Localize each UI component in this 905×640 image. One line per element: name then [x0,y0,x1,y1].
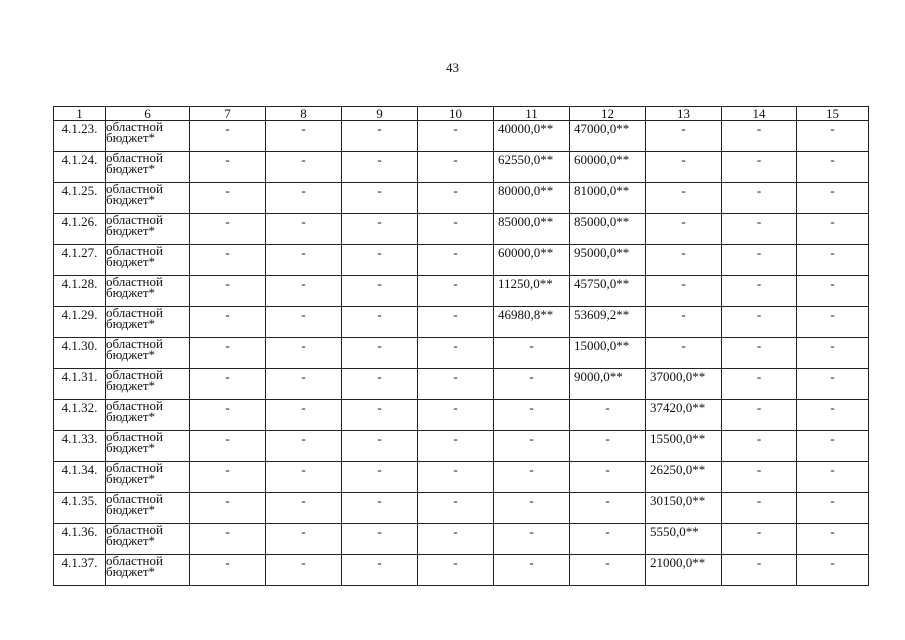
column-header: 1 [54,107,106,121]
value-cell-col-7: - [190,121,266,152]
table-row [54,431,869,462]
value-cell-col-12: 81000,0** [570,183,646,214]
value-cell-col-15: - [797,121,869,152]
value-cell-col-15: - [797,555,869,586]
table-row [54,338,869,369]
value-cell-col-12: 15000,0** [570,338,646,369]
value-cell-col-12: 9000,0** [570,369,646,400]
value-cell-col-14: - [722,214,797,245]
value-cell-col-9: - [342,524,418,555]
row-id-cell: 4.1.27. [54,245,106,276]
value-cell-col-14: - [722,245,797,276]
value-cell-col-12: 47000,0** [570,121,646,152]
value-cell-col-12: - [570,462,646,493]
value-cell-col-11: 60000,0** [494,245,570,276]
table-row [54,276,869,307]
value-cell-col-14: - [722,152,797,183]
funding-source-cell: областной бюджет* [106,152,190,183]
funding-source-cell: областной бюджет* [106,400,190,431]
value-cell-col-14: - [722,338,797,369]
value-cell-col-12: - [570,400,646,431]
funding-source-cell: областной бюджет* [106,121,190,152]
value-cell-col-8: - [266,245,342,276]
page-number: 43 [446,60,459,75]
value-cell-col-14: - [722,493,797,524]
value-cell-col-11: 40000,0** [494,121,570,152]
value-cell-col-15: - [797,245,869,276]
value-cell-col-10: - [418,338,494,369]
funding-source-cell: областной бюджет* [106,431,190,462]
value-cell-col-8: - [266,121,342,152]
value-cell-col-7: - [190,245,266,276]
value-cell-col-7: - [190,276,266,307]
column-header: 12 [570,107,646,121]
value-cell-col-14: - [722,431,797,462]
funding-source-cell: областной бюджет* [106,555,190,586]
table-row [54,555,869,586]
table-row [54,524,869,555]
column-header: 9 [342,107,418,121]
row-id-cell: 4.1.24. [54,152,106,183]
value-cell-col-15: - [797,431,869,462]
value-cell-col-12: - [570,431,646,462]
value-cell-col-11: - [494,338,570,369]
value-cell-col-12: 95000,0** [570,245,646,276]
table-row [54,369,869,400]
value-cell-col-12: - [570,493,646,524]
column-header: 14 [722,107,797,121]
value-cell-col-11: 11250,0** [494,276,570,307]
row-id-cell: 4.1.23. [54,121,106,152]
value-cell-col-7: - [190,183,266,214]
value-cell-col-14: - [722,555,797,586]
value-cell-col-13: - [646,307,722,338]
funding-source-cell: областной бюджет* [106,245,190,276]
value-cell-col-11: - [494,493,570,524]
table-row [54,493,869,524]
value-cell-col-10: - [418,307,494,338]
table-row [54,462,869,493]
value-cell-col-15: - [797,152,869,183]
table-row [54,307,869,338]
value-cell-col-11: - [494,369,570,400]
column-header: 13 [646,107,722,121]
value-cell-col-7: - [190,555,266,586]
value-cell-col-13: 21000,0** [646,555,722,586]
value-cell-col-11: - [494,400,570,431]
value-cell-col-11: 62550,0** [494,152,570,183]
value-cell-col-10: - [418,245,494,276]
row-id-cell: 4.1.37. [54,555,106,586]
value-cell-col-9: - [342,276,418,307]
value-cell-col-9: - [342,338,418,369]
value-cell-col-8: - [266,338,342,369]
value-cell-col-10: - [418,493,494,524]
value-cell-col-9: - [342,307,418,338]
value-cell-col-11: - [494,524,570,555]
row-id-cell: 4.1.32. [54,400,106,431]
budget-table [53,106,869,586]
funding-source-cell: областной бюджет* [106,369,190,400]
value-cell-col-9: - [342,214,418,245]
value-cell-col-9: - [342,183,418,214]
value-cell-col-9: - [342,555,418,586]
value-cell-col-13: 37000,0** [646,369,722,400]
value-cell-col-9: - [342,245,418,276]
funding-source-cell: областной бюджет* [106,214,190,245]
table-row [54,121,869,152]
column-header: 10 [418,107,494,121]
funding-source-cell: областной бюджет* [106,462,190,493]
value-cell-col-7: - [190,214,266,245]
value-cell-col-14: - [722,121,797,152]
value-cell-col-10: - [418,431,494,462]
value-cell-col-15: - [797,524,869,555]
value-cell-col-13: - [646,276,722,307]
value-cell-col-13: 26250,0** [646,462,722,493]
value-cell-col-12: 53609,2** [570,307,646,338]
column-header: 8 [266,107,342,121]
value-cell-col-13: 5550,0** [646,524,722,555]
row-id-cell: 4.1.33. [54,431,106,462]
value-cell-col-10: - [418,276,494,307]
value-cell-col-11: - [494,431,570,462]
value-cell-col-8: - [266,369,342,400]
table-row [54,400,869,431]
value-cell-col-8: - [266,524,342,555]
value-cell-col-12: 85000,0** [570,214,646,245]
value-cell-col-12: 45750,0** [570,276,646,307]
funding-source-cell: областной бюджет* [106,524,190,555]
funding-source-cell: областной бюджет* [106,276,190,307]
value-cell-col-10: - [418,152,494,183]
value-cell-col-13: 30150,0** [646,493,722,524]
value-cell-col-9: - [342,121,418,152]
value-cell-col-12: 60000,0** [570,152,646,183]
value-cell-col-7: - [190,369,266,400]
value-cell-col-8: - [266,183,342,214]
value-cell-col-15: - [797,338,869,369]
table-row [54,183,869,214]
value-cell-col-8: - [266,555,342,586]
value-cell-col-7: - [190,524,266,555]
value-cell-col-9: - [342,369,418,400]
funding-source-cell: областной бюджет* [106,307,190,338]
value-cell-col-8: - [266,493,342,524]
value-cell-col-10: - [418,462,494,493]
value-cell-col-15: - [797,307,869,338]
column-header: 7 [190,107,266,121]
value-cell-col-11: 46980,8** [494,307,570,338]
value-cell-col-14: - [722,276,797,307]
value-cell-col-13: - [646,214,722,245]
value-cell-col-15: - [797,214,869,245]
value-cell-col-10: - [418,214,494,245]
value-cell-col-14: - [722,524,797,555]
value-cell-col-12: - [570,555,646,586]
value-cell-col-9: - [342,462,418,493]
value-cell-col-11: - [494,555,570,586]
value-cell-col-10: - [418,524,494,555]
value-cell-col-11: - [494,462,570,493]
value-cell-col-8: - [266,462,342,493]
value-cell-col-10: - [418,369,494,400]
value-cell-col-7: - [190,338,266,369]
value-cell-col-13: - [646,152,722,183]
value-cell-col-13: - [646,245,722,276]
header-row [54,107,869,121]
value-cell-col-15: - [797,369,869,400]
value-cell-col-15: - [797,493,869,524]
value-cell-col-8: - [266,276,342,307]
value-cell-col-10: - [418,555,494,586]
row-id-cell: 4.1.30. [54,338,106,369]
value-cell-col-14: - [722,400,797,431]
column-header: 11 [494,107,570,121]
value-cell-col-14: - [722,369,797,400]
value-cell-col-14: - [722,307,797,338]
value-cell-col-10: - [418,183,494,214]
value-cell-col-8: - [266,214,342,245]
value-cell-col-7: - [190,152,266,183]
funding-source-cell: областной бюджет* [106,493,190,524]
table-row [54,214,869,245]
table-row [54,245,869,276]
value-cell-col-14: - [722,183,797,214]
value-cell-col-10: - [418,121,494,152]
value-cell-col-8: - [266,152,342,183]
value-cell-col-11: 85000,0** [494,214,570,245]
value-cell-col-7: - [190,493,266,524]
value-cell-col-8: - [266,431,342,462]
row-id-cell: 4.1.29. [54,307,106,338]
row-id-cell: 4.1.34. [54,462,106,493]
value-cell-col-15: - [797,276,869,307]
row-id-cell: 4.1.25. [54,183,106,214]
value-cell-col-8: - [266,400,342,431]
value-cell-col-15: - [797,400,869,431]
value-cell-col-15: - [797,462,869,493]
column-header: 6 [106,107,190,121]
value-cell-col-9: - [342,152,418,183]
row-id-cell: 4.1.31. [54,369,106,400]
value-cell-col-10: - [418,400,494,431]
value-cell-col-13: - [646,121,722,152]
value-cell-col-8: - [266,307,342,338]
row-id-cell: 4.1.28. [54,276,106,307]
value-cell-col-7: - [190,307,266,338]
value-cell-col-7: - [190,431,266,462]
value-cell-col-15: - [797,183,869,214]
value-cell-col-9: - [342,493,418,524]
row-id-cell: 4.1.26. [54,214,106,245]
funding-source-cell: областной бюджет* [106,183,190,214]
value-cell-col-9: - [342,400,418,431]
value-cell-col-14: - [722,462,797,493]
table-row [54,152,869,183]
value-cell-col-13: 37420,0** [646,400,722,431]
value-cell-col-13: - [646,338,722,369]
value-cell-col-12: - [570,524,646,555]
value-cell-col-13: - [646,183,722,214]
table-body [54,121,869,586]
row-id-cell: 4.1.35. [54,493,106,524]
funding-source-cell: областной бюджет* [106,338,190,369]
value-cell-col-7: - [190,462,266,493]
value-cell-col-9: - [342,431,418,462]
value-cell-col-11: 80000,0** [494,183,570,214]
value-cell-col-7: - [190,400,266,431]
row-id-cell: 4.1.36. [54,524,106,555]
column-header: 15 [797,107,869,121]
value-cell-col-13: 15500,0** [646,431,722,462]
